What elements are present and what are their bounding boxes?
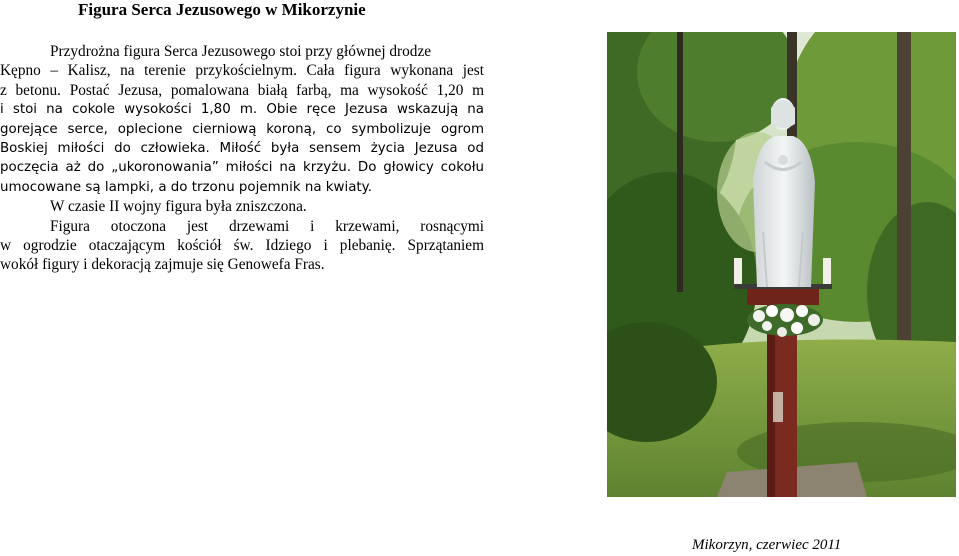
text-line: Boskiej miłości do człowieka. Miłość była sensem życia Jezusa od bbox=[0, 140, 484, 156]
text-line: Figura otoczona jest drzewami i krzewami, rosnącymi bbox=[50, 217, 484, 235]
text-line: W czasie II wojny figura była zniszczona. bbox=[50, 198, 307, 216]
statue-photo bbox=[607, 32, 956, 497]
text-line: umocowane są lampki, a do trzonu pojemnik na kwiaty. bbox=[0, 179, 372, 195]
text-line: gorejące serce, oplecione cierniową koroną, co symbolizuje ogrom bbox=[0, 121, 484, 137]
text-line: Przydrożna figura Serca Jezusowego stoi przy głównej drodze bbox=[50, 43, 432, 60]
text-line: Kępno – Kalisz, na terenie przykościelnym. Cała figura wykonana jest bbox=[0, 62, 484, 80]
photo-caption: Mikorzyn, czerwiec 2011 bbox=[692, 537, 842, 553]
text-line: z betonu. Postać Jezusa, pomalowana białą farbą, ma wysokość 1,20 m bbox=[0, 81, 484, 99]
text-line: wokół figury i dekoracją zajmuje się Genowefa Fras. bbox=[0, 256, 325, 274]
text-line: poczęcia aż do „ukoronowania” miłości na krzyżu. Do głowicy cokołu bbox=[0, 160, 484, 176]
text-line: w ogrodzie otaczającym kościół św. Idziego i plebanię. Sprzątaniem bbox=[0, 236, 484, 254]
page-title: Figura Serca Jezusowego w Mikorzynie bbox=[78, 0, 366, 19]
body-text bbox=[0, 42, 484, 275]
text-line: i stoi na cokole wysokości 1,80 m. Obie ręce Jezusa wskazują na bbox=[0, 102, 484, 118]
